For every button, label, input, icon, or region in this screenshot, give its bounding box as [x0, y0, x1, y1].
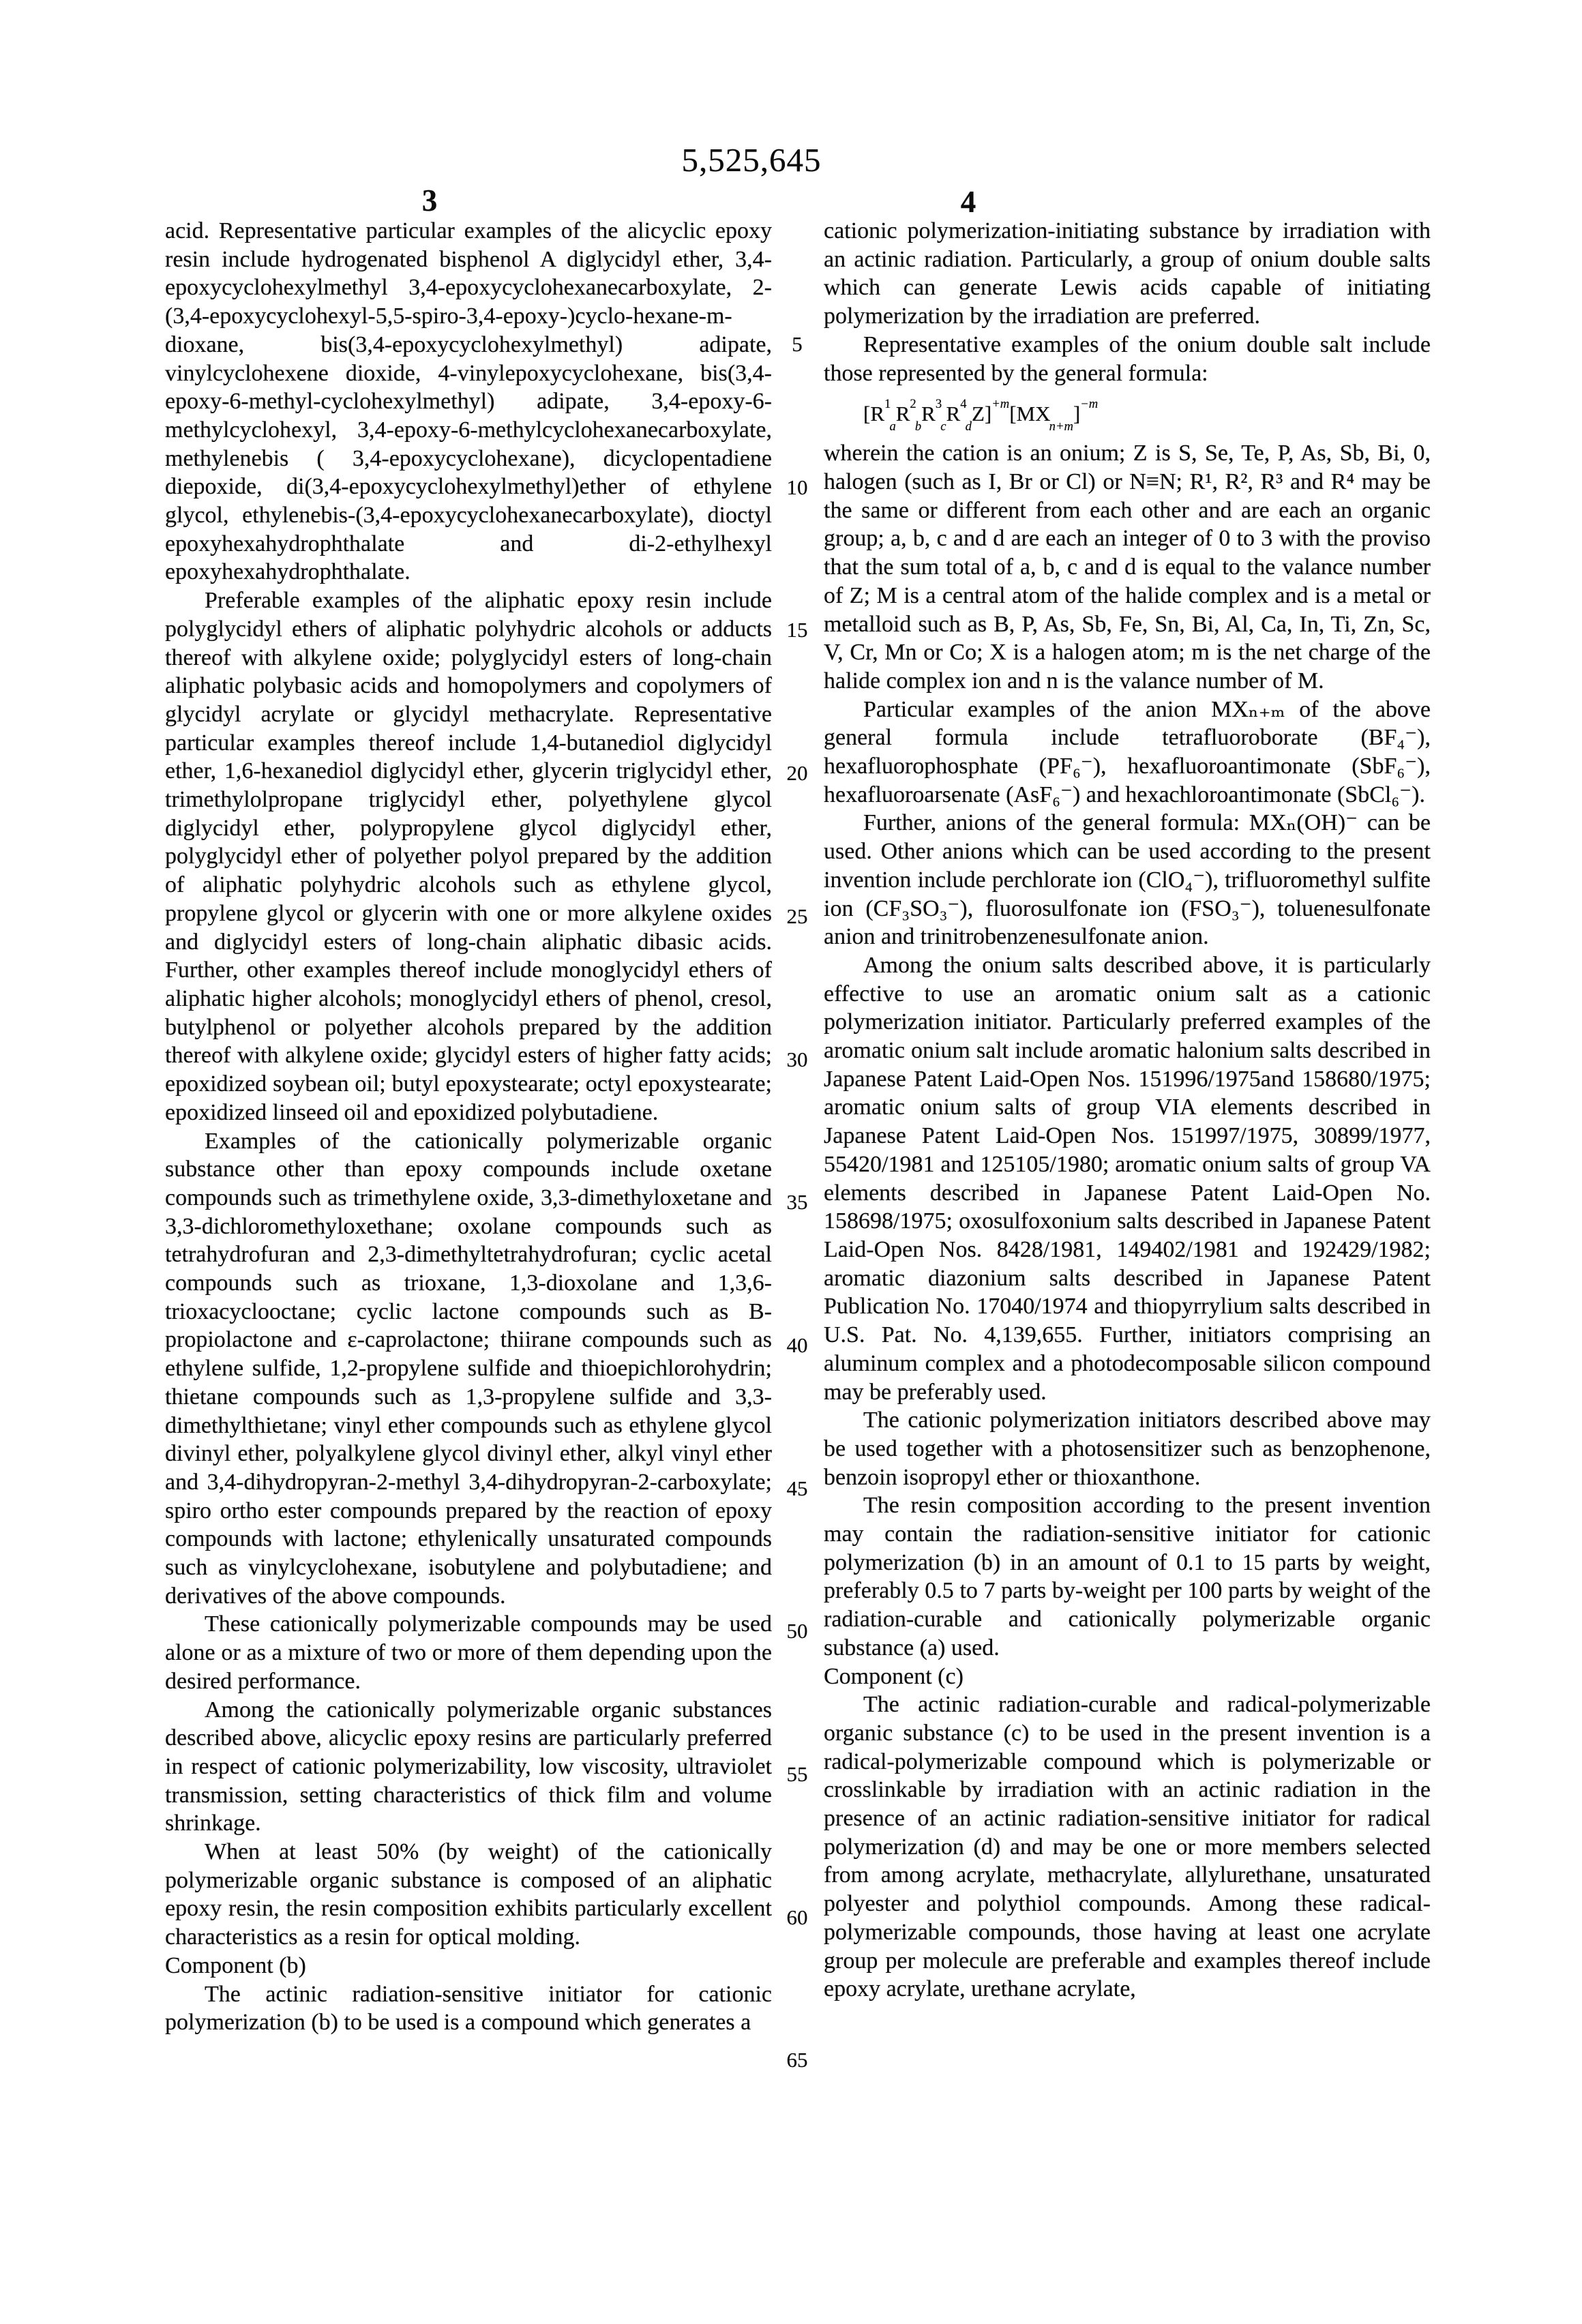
line-number: 55 [786, 1762, 808, 1786]
paragraph: These cationically polymerizable compounds may be used alone or as a mixture of two or more of them depending upon the desired performance. [165, 1611, 772, 1694]
section-label: Component (b) [165, 1952, 306, 1978]
paragraph: Representative examples of the onium double salt include those represented by the general formula: [824, 331, 1431, 386]
line-number: 50 [786, 1619, 808, 1643]
formula-subscript: n+m [1049, 419, 1073, 434]
line-number: 20 [786, 761, 808, 786]
paragraph: Among the cationically polymerizable organic substances described above, alicyclic epoxy resins are particularly preferred in respect of cationic polymerizability, low viscosity, ultraviolet transmission, setting characteristics of thick film and volume shrinkage. [165, 1697, 772, 1836]
column-number-left: 3 [421, 183, 438, 218]
line-number: 15 [786, 618, 808, 642]
line-number: 60 [786, 1905, 808, 1929]
formula-superscript: +m [991, 396, 1010, 411]
formula-superscript: −m [1080, 396, 1099, 411]
paragraph: The actinic radiation-curable and radical-polymerizable organic substance (c) to be used in the present invention is a radical-polymerizable compound which is polymerizable or crosslinkable by irradiation with an actinic radiation in the presence of an actinic radiation-sensitive initiator for radical polymerization (d) and may be one or more members selected from among acrylate, methacrylate, allylurethane, unsaturated polyester and polythiol compounds. Among these radical-polymerizable compounds, those having at least one acrylate group per molecule are preferable and examples thereof include epoxy acrylate, urethane acrylate, [824, 1692, 1431, 2002]
formula-subscript: b [914, 419, 922, 434]
formula-superscript: 2 [910, 396, 916, 411]
paragraph: The cationic polymerization initiators described above may be used together with a photosensitizer such as benzophenone, benzoin isopropyl ether or thioxanthone. [824, 1407, 1431, 1490]
paragraph: Further, anions of the general formula: MXₙ(OH)⁻ can be used. Other anions which can be used according to the present invention include perchlorate ion (ClO₄⁻), trifluoromethyl sulfite ion (CF₃SO₃⁻), fluorosulfonate ion (FSO₃⁻), toluenesulfonate anion and trinitrobenzenesulfonate anion. [824, 810, 1431, 950]
line-number: 5 [792, 332, 803, 356]
text-column-right [824, 217, 1431, 2003]
formula-subscript: c [940, 419, 946, 434]
line-number: 30 [786, 1047, 808, 1071]
paragraph: The actinic radiation-sensitive initiator for cationic polymerization (b) to be used is a compound which generates a [165, 1981, 772, 2036]
text-column-left [165, 217, 772, 2037]
patent-number: 5,525,645 [681, 141, 822, 179]
line-number: 45 [786, 1476, 808, 1500]
paragraph: cationic polymerization-initiating substance by irradiation with an actinic radiation. Particularly, a group of onium double salts which can generate Lewis acids capable of initiating polymerization by the irradiation are preferred. [824, 218, 1431, 329]
paragraph: acid. Representative particular examples of the alicyclic epoxy resin include hydrogenated bisphenol A diglycidyl ether, 3,4-epoxycyclohexylmethyl 3,4-epoxycyclohexanecarboxylate, 2-(3,4-epoxycyclohexyl-5,5-spiro-3,4-epoxy-)cyclo-hexane-m-dioxane, bis(3,4-epoxycyclohexylmethyl) adipate, vinylcyclohexene dioxide, 4-vinylepoxycyclohexane, bis(3,4-epoxy-6-methyl-cyclohexylmethyl) adipate, 3,4-epoxy-6-methylcyclohexyl, 3,4-epoxy-6-methylcyclohexanecarboxylate, methylenebis ( 3,4-epoxycyclohexane), dicyclopentadiene diepoxide, di(3,4-epoxycyclohexylmethyl)ether of ethylene glycol, ethylenebis-(3,4-epoxycyclohexanecarboxylate), dioctyl epoxyhexahydrophthalate and di-2-ethylhexyl epoxyhexahydrophthalate. [165, 218, 772, 585]
paragraph: Particular examples of the anion MXₙ₊ₘ of the above general formula include tetrafluoroborate (BF₄⁻), hexafluorophosphate (PF₆⁻), hexafluoroantimonate (SbF₆⁻), hexafluoroarsenate (AsF₆⁻) and hexachloroantimonate (SbCl₆⁻). [824, 696, 1431, 807]
formula-superscript: 3 [935, 396, 942, 411]
line-number-gutter [773, 0, 821, 2324]
paragraph: When at least 50% (by weight) of the cationically polymerizable organic substance is composed of an aliphatic epoxy resin, the resin composition exhibits particularly excellent characteristics as a resin for optical molding. [165, 1839, 772, 1950]
line-number: 65 [786, 2048, 808, 2072]
paragraph: Examples of the cationically polymerizable organic substance other than epoxy compounds include oxetane compounds such as trimethylene oxide, 3,3-dimethyloxetane and 3,3-dichloromethyloxethane; oxolane compounds such as tetrahydrofuran and 2,3-dimethyltetrahydrofuran; cyclic acetal compounds such as trioxane, 1,3-dioxolane and 1,3,6-trioxacyclooctane; cyclic lactone compounds such as B-propiolactone and ε-caprolactone; thiirane compounds such as ethylene sulfide, 1,2-propylene sulfide and thioepichlorohydrin; thietane compounds such as 1,3-propylene sulfide and 3,3-dimethylthietane; vinyl ether compounds such as ethylene glycol divinyl ether, polyalkylene glycol divinyl ether, alkyl vinyl ether and 3,4-dihydropyran-2-methyl 3,4-dihydropyran-2-carboxylate; spiro ortho ester compounds prepared by the reaction of epoxy compounds with lactone; ethylenically unsaturated compounds such as vinylcyclohexane, isobutylene and polybutadiene; and derivatives of the above compounds. [165, 1128, 772, 1609]
line-number: 35 [786, 1190, 808, 1215]
paragraph: Preferable examples of the aliphatic epoxy resin include polyglycidyl ethers of aliphatic polyhydric alcohols or adducts thereof with alkylene oxide; polyglycidyl esters of long-chain aliphatic polybasic acids and homopolymers and copolymers of glycidyl acrylate or glycidyl methacrylate. Representative particular examples thereof include 1,4-butanediol diglycidyl ether, 1,6-hexanediol diglycidyl ether, glycerin triglycidyl ether, trimethylolpropane triglycidyl ether, polyethylene glycol diglycidyl ether, polypropylene glycol diglycidyl ether, polyglycidyl ether of polyether polyol prepared by the addition of aliphatic polyhydric alcohols such as ethylene glycol, propylene glycol or glycerin with one or more alkylene oxides and diglycidyl esters of long-chain aliphatic dibasic acids. Further, other examples thereof include monoglycidyl ethers of aliphatic higher alcohols; monoglycidyl ethers of phenol, cresol, butylphenol or polyether alcohols prepared by the addition thereof with alkylene oxide; glycidyl esters of higher fatty acids; epoxidized soybean oil; butyl epoxystearate; octyl epoxystearate; epoxidized linseed oil and epoxidized polybutadiene. [165, 588, 772, 1125]
formula-subscript: a [889, 419, 896, 434]
paragraph: wherein the cation is an onium; Z is S, Se, Te, P, As, Sb, Bi, 0, halogen (such as I, Br or Cl) or N≡N; R¹, R², R³ and R⁴ may be the same or different from each other and are each an organic group; a, b, c and d are each an integer of 0 to 3 with the proviso that the sum total of a, b, c and d is equal to the valance number of Z; M is a central atom of the halide complex and is a metal or metalloid such as B, P, As, Sb, Fe, Sn, Bi, Al, Ca, In, Ti, Zn, Sc, V, Cr, Mn or Co; X is a halogen atom; m is the net charge of the halide complex ion and n is the valance number of M. [824, 441, 1431, 694]
formula-superscript: 4 [960, 396, 967, 411]
formula-superscript: 1 [884, 396, 891, 411]
line-number: 25 [786, 904, 808, 928]
section-label: Component (c) [824, 1663, 964, 1689]
line-number: 10 [786, 475, 808, 499]
chemical-formula: $[R^1_aR^2_bR^3_cR^4_dZ]^{+m}[MX_{n+m}]^{-m}$ [863, 396, 1099, 434]
column-number-right: 4 [960, 185, 976, 219]
paragraph: Among the onium salts described above, it is particularly effective to use an aromatic onium salt as a cationic polymerization initiator. Particularly preferred examples of the aromatic onium salt include aromatic halonium salts described in Japanese Patent Laid-Open Nos. 151996/1975and 158680/1975; aromatic onium salts of group VIA elements described in Japanese Patent Laid-Open Nos. 151997/1975, 30899/1977, 55420/1981 and 125105/1980; aromatic onium salts of group VA elements described in Japanese Patent Laid-Open No. 158698/1975; oxosulfoxonium salts described in Japanese Patent Laid-Open Nos. 8428/1981, 149402/1981 and 192429/1982; aromatic diazonium salts described in Japanese Patent Publication No. 17040/1974 and thiopyrrylium salts described in U.S. Pat. No. 4,139,655. Further, initiators comprising an aluminum complex and a photodecomposable silicon compound may be preferably used. [824, 952, 1431, 1405]
formula-subscript: d [965, 419, 972, 434]
line-number: 40 [786, 1332, 808, 1357]
paragraph: The resin composition according to the present invention may contain the radiation-sensitive initiator for cationic polymerization (b) in an amount of 0.1 to 15 parts by weight, preferably 0.5 to 7 parts by-weight per 100 parts by weight of the radiation-curable and cationically polymerizable organic substance (a) used. [824, 1493, 1431, 1660]
